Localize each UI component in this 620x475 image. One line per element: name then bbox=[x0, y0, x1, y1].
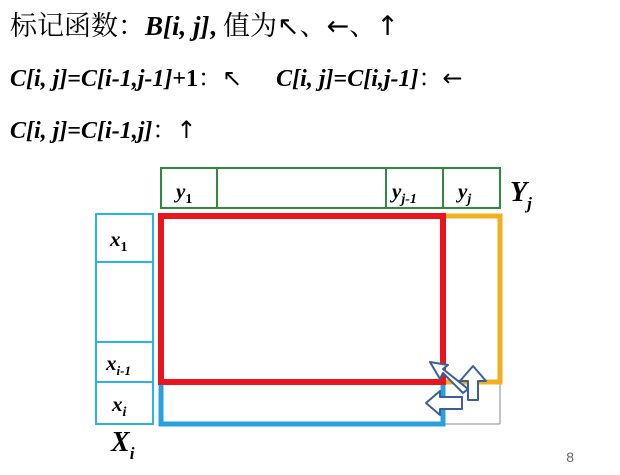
yj-1-label: $y_{j-1}$ bbox=[392, 179, 417, 207]
diag-arrow-icon: ↖ bbox=[222, 64, 243, 92]
heading-sep: , bbox=[209, 11, 224, 41]
rule-1: C[i, j]=C[i-1,j-1]+1：↖ bbox=[10, 64, 243, 92]
blue-region-Cij-1 bbox=[161, 382, 443, 424]
rule-3: C[i, j]=C[i-1,j]：↑ bbox=[10, 116, 197, 144]
left-arrow-icon: ← bbox=[442, 64, 463, 92]
y1-label: $y_1$ bbox=[176, 179, 193, 207]
y-sequence-row bbox=[161, 168, 500, 208]
orange-region-Ci-1j bbox=[443, 216, 500, 382]
red-region-Ci-1j-1 bbox=[161, 216, 443, 382]
xi-1-label: $x_{i-1}$ bbox=[106, 351, 131, 378]
yj-label: $y_j$ bbox=[458, 179, 472, 207]
Yj-label: $Y_j$ bbox=[510, 177, 532, 213]
x1-label: $x_1$ bbox=[110, 227, 128, 255]
heading-func: B bbox=[145, 11, 164, 41]
Xi-label: $X_i$ bbox=[111, 427, 135, 463]
heading-args: [i, j] bbox=[163, 11, 210, 41]
heading-arrows: ↖、←、↑ bbox=[277, 11, 399, 42]
xi-label: $x_i$ bbox=[112, 392, 127, 420]
page-number: 8 bbox=[566, 449, 574, 465]
rule-2: C[i, j]=C[i,j-1]：← bbox=[276, 64, 463, 92]
heading-value-label: 值为 bbox=[223, 11, 278, 42]
up-arrow-icon: ↑ bbox=[176, 116, 197, 144]
heading-label: 标记函数： bbox=[10, 11, 145, 42]
